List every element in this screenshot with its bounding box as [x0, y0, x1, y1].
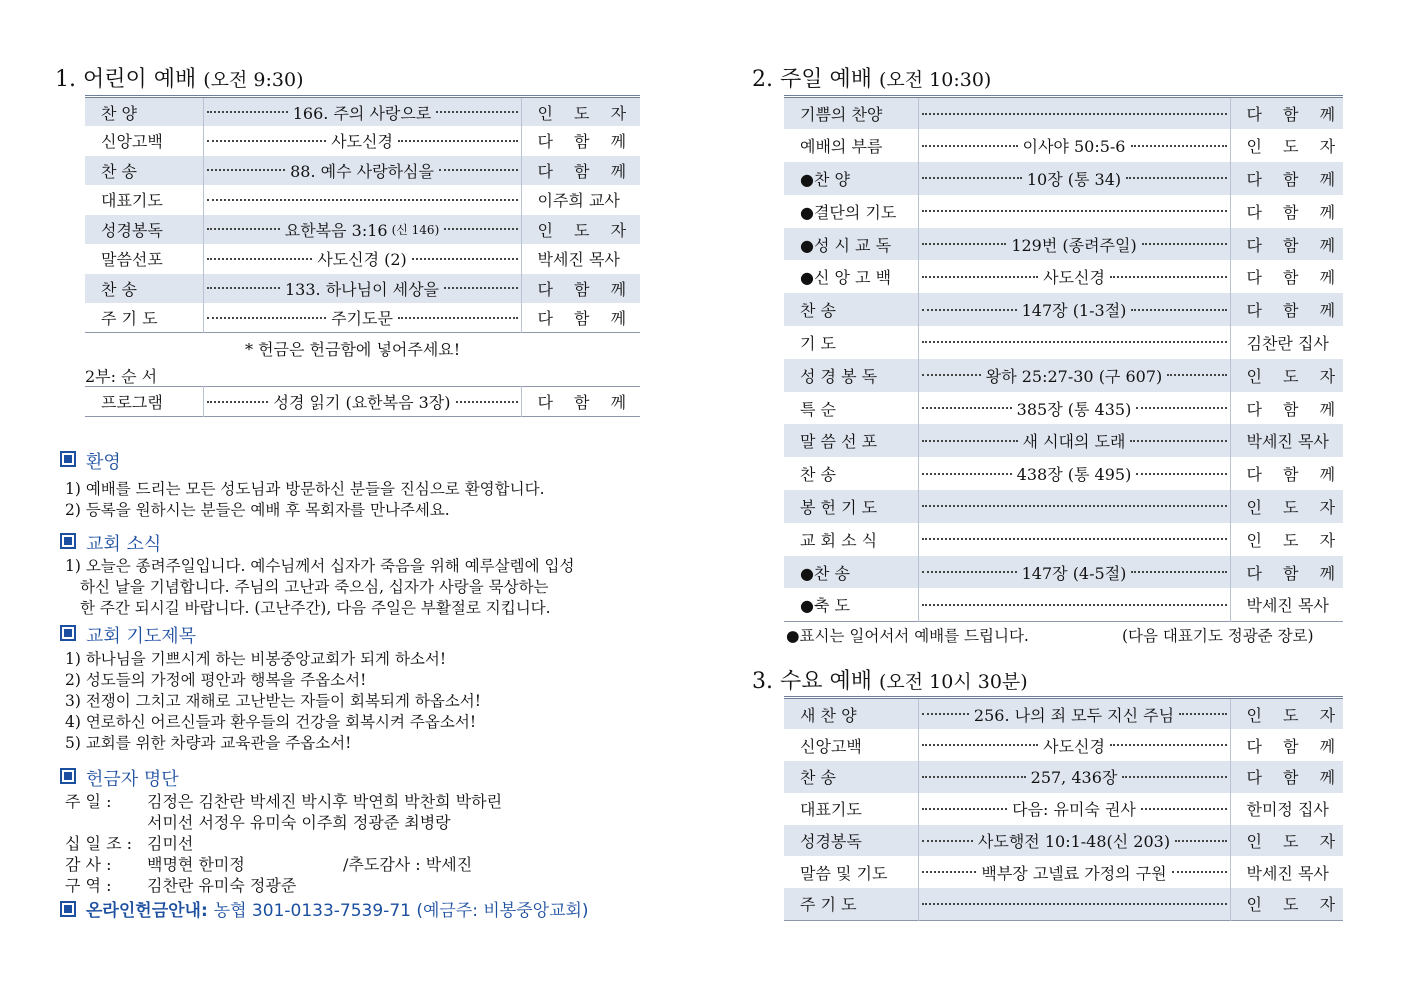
order-leader: 인 도 자 — [1246, 137, 1343, 157]
order-content: 사도신경 — [918, 260, 1230, 293]
table-row — [784, 888, 1343, 920]
order-leader: 박세진 목사 — [1246, 596, 1329, 616]
order-leader: 인 도 자 — [1230, 698, 1343, 730]
table-row — [784, 825, 1343, 857]
order-item: 신앙고백 — [784, 729, 918, 761]
online-offering: 온라인헌금안내: 농협 301-0133-7539-71 (예금주: 비봉중앙교회) — [60, 896, 589, 921]
table-row — [85, 274, 640, 304]
table-row — [85, 126, 640, 156]
order-leader: 다 함 께 — [1230, 556, 1343, 589]
order-content: 성경 읽기 (요한복음 3장) — [203, 387, 521, 417]
order-item: 성경봉독 — [85, 215, 203, 245]
table-row — [784, 856, 1343, 888]
order-content: 10장 (통 34) — [918, 162, 1230, 195]
order-content: 438장 (통 495) — [918, 457, 1230, 490]
order-content — [918, 97, 1230, 130]
order-leader: 다 함 께 — [1246, 736, 1343, 756]
order-leader: 다 함 께 — [1246, 465, 1343, 485]
order-content — [918, 588, 1230, 621]
order-leader: 이주희 교사 — [537, 191, 620, 211]
order-item: 기쁨의 찬양 — [784, 97, 918, 130]
section-title-text: 1. 어린이 예배 — [55, 67, 197, 92]
table-row — [784, 293, 1343, 326]
order-leader: 김찬란 집사 — [1246, 333, 1329, 353]
table-row — [85, 387, 640, 417]
order-item: ●결단의 기도 — [784, 195, 918, 228]
next-prayer-note: (다음 대표기도 정광준 장로) — [1122, 627, 1314, 645]
order-leader: 다 함 께 — [537, 393, 635, 412]
order-content: 사도신경 — [203, 126, 521, 156]
order-leader: 박세진 목사 — [1230, 424, 1343, 457]
table-row — [784, 392, 1343, 425]
order-content: 사도신경 — [918, 729, 1230, 761]
table-row — [85, 97, 640, 127]
news-heading: 교회 소식 — [60, 530, 161, 556]
welcome-text: 1) 예배를 드리는 모든 성도님과 방문하신 분들을 진심으로 환영합니다. 2) 등록을 원하시는 분들은 예배 후 목회자를 만나주세요. — [65, 480, 545, 519]
children-worship-title — [55, 62, 304, 93]
square-bullet-icon — [60, 768, 76, 784]
order-content: 166. 주의 사랑으로 — [203, 97, 521, 127]
order-item: ●성 시 교 독 — [784, 228, 918, 261]
order-item: 대표기도 — [85, 185, 203, 215]
order-item: 주 기 도 — [784, 888, 918, 920]
order-item: ●신 앙 고 백 — [784, 260, 918, 293]
order-content — [918, 195, 1230, 228]
order-leader: 인 도 자 — [521, 215, 640, 245]
order-leader: 다 함 께 — [1230, 228, 1343, 261]
section-time: (오전 10시 30분) — [879, 671, 1028, 693]
table-row — [784, 326, 1343, 359]
order-content: 주기도문 — [203, 303, 521, 333]
order-content — [918, 888, 1230, 920]
square-bullet-icon — [60, 625, 76, 641]
order-item: 찬 송 — [784, 761, 918, 793]
order-item: 프로그램 — [85, 387, 203, 417]
order-leader: 다 함 께 — [1230, 97, 1343, 130]
table-row — [784, 195, 1343, 228]
table-row — [784, 457, 1343, 490]
order-leader: 다 함 께 — [1246, 202, 1343, 222]
order-item: 찬 송 — [85, 274, 203, 304]
order-item: 찬 양 — [85, 97, 203, 127]
order-leader: 인 도 자 — [1230, 490, 1343, 523]
table-row — [784, 359, 1343, 392]
table-row — [784, 97, 1343, 130]
order-leader: 인 도 자 — [1230, 888, 1343, 920]
order-content: 이사야 50:5-6 — [918, 129, 1230, 162]
donor-list: 주 일 : 김정은 김찬란 박세진 박시후 박연희 박찬희 박하린 서미선 서정우 유미숙 이주희 정광준 최병랑 십 일 조 : 김미선 감 사 : 백명현 한미정 /추도감사 : 박세진 구 역 : 김찬란 유미숙 정광준 — [65, 792, 503, 895]
table-row — [784, 424, 1343, 457]
table-row — [784, 761, 1343, 793]
wednesday-worship-title — [752, 664, 1028, 695]
table-row — [784, 228, 1343, 261]
order-leader: 다 함 께 — [521, 156, 640, 186]
order-leader: 다 함 께 — [537, 132, 635, 152]
table-row — [784, 523, 1343, 556]
order-leader: 박세진 목사 — [1246, 863, 1329, 883]
order-item: 주 기 도 — [85, 303, 203, 333]
order-item: 말 씀 선 포 — [784, 424, 918, 457]
section-time: (오전 9:30) — [203, 69, 304, 91]
order-leader: 다 함 께 — [521, 274, 640, 304]
table-row — [784, 556, 1343, 589]
table-row — [85, 185, 640, 215]
order-item: 성 경 봉 독 — [784, 359, 918, 392]
order-content: 88. 예수 사랑하심을 — [203, 156, 521, 186]
order-content: 257, 436장 — [918, 761, 1230, 793]
order-item: 새 찬 양 — [784, 698, 918, 730]
table-row — [85, 303, 640, 333]
order-content — [918, 523, 1230, 556]
order-item: 예배의 부름 — [784, 129, 918, 162]
order-leader: 다 함 께 — [537, 309, 635, 328]
table-row — [85, 244, 640, 274]
order-item: 말씀선포 — [85, 244, 203, 274]
news-text: 1) 오늘은 종려주일입니다. 예수님께서 십자가 죽음을 위해 예루살렘에 입성 하신 날을 기념합니다. 주님의 고난과 죽으심, 십자가 사랑을 묵상하는 한 주간 되시길 바랍니다. (고난주간), 다음 주일은 부활절로 지킵니다. — [65, 557, 575, 617]
square-bullet-icon — [60, 451, 76, 467]
table-row — [784, 698, 1343, 730]
order-leader: 인 도 자 — [1246, 530, 1343, 550]
order-leader: 박세진 목사 — [537, 250, 620, 270]
prayer-text: 1) 하나님을 기쁘시게 하는 비봉중앙교회가 되게 하소서! 2) 성도들의 가정에 평안과 행복을 주옵소서! 3) 전쟁이 그치고 재해로 고난받는 자들이 회복되게 하옵소서! 4) 연로하신 어르신들과 환우들의 건강을 회복시켜 주옵소서! 5) 교회를 위한 차량과 교육관을 주옵소서! — [65, 650, 481, 752]
order-item: 특 순 — [784, 392, 918, 425]
order-content: 새 시대의 도래 — [918, 424, 1230, 457]
section-title-text: 3. 수요 예배 — [752, 669, 872, 694]
section-time: (오전 10:30) — [879, 69, 992, 91]
order-leader: 다 함 께 — [1246, 268, 1343, 288]
order-content — [203, 185, 521, 215]
offering-note: * 헌금은 헌금함에 넣어주세요! — [245, 340, 461, 359]
sunday-worship-title — [752, 62, 991, 93]
order-leader: 다 함 께 — [1230, 761, 1343, 793]
order-content — [918, 326, 1230, 359]
order-item: ●찬 송 — [784, 556, 918, 589]
section-title-text: 2. 주일 예배 — [752, 67, 872, 92]
donors-heading: 헌금자 명단 — [60, 765, 179, 791]
order-content: 147장 (1-3절) — [918, 293, 1230, 326]
prayer-heading: 교회 기도제목 — [60, 622, 196, 648]
order-content: 385장 (통 435) — [918, 392, 1230, 425]
table-row — [784, 729, 1343, 761]
order-content: 147장 (4-5절) — [918, 556, 1230, 589]
order-item: 성경봉독 — [784, 825, 918, 857]
table-row — [784, 260, 1343, 293]
order-content: 사도행전 10:1-48(신 203) — [918, 825, 1230, 857]
table-row — [784, 129, 1343, 162]
order-content: 129번 (종려주일) — [918, 228, 1230, 261]
order-leader: 다 함 께 — [1246, 399, 1343, 419]
order-content: 133. 하나님이 세상을 — [203, 274, 521, 304]
part2-label: 2부: 순 서 — [85, 367, 158, 386]
order-item: ●찬 양 — [784, 162, 918, 195]
order-content: 요한복음 3:16 (신 146) — [203, 215, 521, 245]
square-bullet-icon — [60, 901, 76, 917]
order-leader: 다 함 께 — [1230, 162, 1343, 195]
order-content: 256. 나의 죄 모두 지신 주님 — [918, 698, 1230, 730]
order-content — [918, 490, 1230, 523]
order-item: 찬 송 — [784, 293, 918, 326]
table-row — [784, 490, 1343, 523]
order-leader: 인 도 자 — [521, 97, 640, 127]
table-row — [85, 156, 640, 186]
order-content: 백부장 고넬료 가정의 구원 — [918, 856, 1230, 888]
order-item: ●축 도 — [784, 588, 918, 621]
order-item: 봉 헌 기 도 — [784, 490, 918, 523]
children-order-table — [85, 95, 640, 333]
order-item: 신앙고백 — [85, 126, 203, 156]
order-content: 사도신경 (2) — [203, 244, 521, 274]
order-content: 다음: 유미숙 권사 — [918, 793, 1230, 825]
order-item: 말씀 및 기도 — [784, 856, 918, 888]
order-item: 교 회 소 식 — [784, 523, 918, 556]
table-row — [85, 215, 640, 245]
order-leader: 다 함 께 — [1230, 293, 1343, 326]
order-item: 대표기도 — [784, 793, 918, 825]
table-row — [784, 588, 1343, 621]
part2-table — [85, 386, 640, 417]
table-row — [784, 162, 1343, 195]
sunday-order-table — [784, 95, 1343, 622]
wednesday-order-table — [784, 696, 1343, 921]
standing-note: ●표시는 일어서서 예배를 드립니다. — [786, 627, 1029, 645]
square-bullet-icon — [60, 533, 76, 549]
order-leader: 한미정 집사 — [1246, 800, 1329, 820]
table-row — [784, 793, 1343, 825]
order-item: 찬 송 — [784, 457, 918, 490]
order-item: 기 도 — [784, 326, 918, 359]
order-leader: 인 도 자 — [1230, 359, 1343, 392]
order-leader: 인 도 자 — [1230, 825, 1343, 857]
order-item: 찬 송 — [85, 156, 203, 186]
order-content: 왕하 25:27-30 (구 607) — [918, 359, 1230, 392]
welcome-heading: 환영 — [60, 448, 121, 474]
